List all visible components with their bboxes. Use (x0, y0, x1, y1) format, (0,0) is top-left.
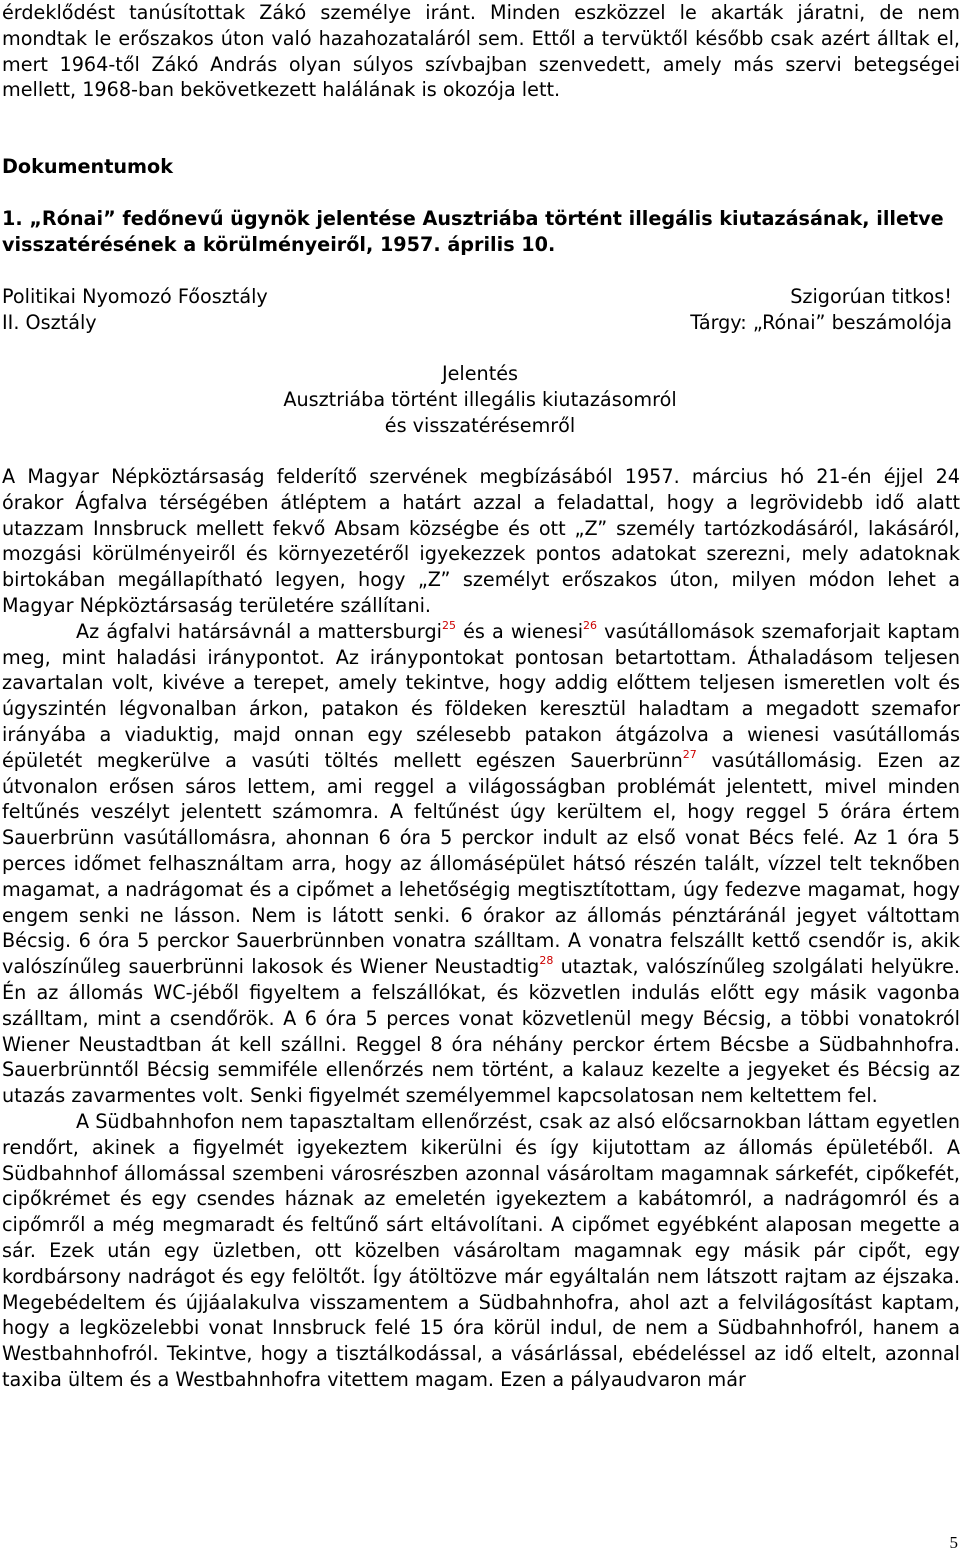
report-heading (0, 361, 960, 438)
footnote-ref-26[interactable]: 26 (583, 618, 598, 632)
header-row-1 (2, 284, 952, 310)
page-number: 5 (949, 1533, 958, 1552)
division-name: II. Osztály (2, 311, 97, 334)
report-heading-line-2: Ausztriába történt illegális kiutazásomról (283, 387, 677, 411)
intro-text (2, 0, 960, 103)
section-title: Dokumentumok (2, 155, 173, 178)
body-paragraph-1: A Magyar Népköztársaság felderítő szervének megbízásából 1957. március hó 21-én éjjel 24 órakor Ágfalva térségében átléptem a határt azzal a feladattal, hogy a legrövidebb idő alatt utazzam Innsbruck mellett fekvő Absam községbe és ott „Z” személy tartózkodásáról, lakásáról, mozgási körülményeiről és környezetéről igyekezzek pontos adatokat szerezni, mely adatoknak birtokában megállapítható legyen, hogy „Z” személyt erőszakos úton, milyen módon lehet a Magyar Népköztársaság területére szállítani. (2, 465, 960, 617)
text-run: utaztak, valószínűleg szolgálati helyükre. Én az állomás WC-jéből figyeltem a felszállókat, és közvetlen indulás előtt egy másik vagonba szálltam, mint a csendőrök. A 6 óra 5 perces vonat közvetlenül megy Bécsig, a többi vonatokról Wiener Neustadtban át kell szállni. Reggel 8 óra néhány perckor értem Bécsbe a Südbahnhofra. Sauerbrünntől Bécsig semmiféle ellenőrzés nem történt, a kalauz kezelte a jegyeket és Bécsig az utazás zavarmentes volt. Senki figyelmét személyemmel kapcsolatosan nem keltettem fel. (2, 955, 960, 1108)
classification-label: Szigorúan titkos! (790, 285, 952, 308)
subject-label: Tárgy: „Rónai” beszámolója (690, 311, 952, 334)
body-paragraph-3: A Südbahnhofon nem tapasztaltam ellenőrzést, csak az alsó előcsarnokban láttam egyetlen rendőrt, akinek a figyelmét igyekeztem kikerülni és így kijutottam az állomás épületéből. A Südbahnhof állomással szembeni városrészben azonnal vásároltam magamnak sárkefét, cipőkefét, cipőkrémet és egy csendes háznak az emeletén igyekeztem a kabátomról, a nadrágomról és a cipőmről a még megmaradt és feltűnő sárt eltávolítani. A cipőmet egyébként alaposan megette a sár. Ezek után egy üzletben, ott közelben vásároltam magamnak egy másik pár cipőt, egy kordbársony nadrágot és egy felöltőt. Így átöltözve már egyáltalán nem látszott rajtam az éjszaka. Megebédeltem és újjáalakulva visszamentem a Südbahnhofra, ahol azt a felvilágosítást kaptam, hogy a legközelebbi vonat Innsbruck felé 15 óra körül indul, de nem a Südbahnhofról, hanem a Westbahnhofról. Tekintve, hogy a tisztálkodással, a vásárlással, ebédeléssel az idő eltelt, azonnal taxiba ültem és a Westbahnhofra vitettem magam. Ezen a pályaudvaron már (2, 1109, 960, 1391)
report-heading-line-1: Jelentés (441, 362, 519, 385)
footnote-ref-28[interactable]: 28 (539, 954, 554, 968)
body-paragraph-2 (2, 619, 960, 1109)
footnote-ref-25[interactable]: 25 (441, 618, 456, 632)
text-run: vasútállomások szemaforjait kaptam meg, mint haladási iránypontot. Az iránypontokat pontosan betartottam. Áthaladásom teljesen zavartalan volt, kivéve a terepet, amely tekintve, hogy addig előttem teljesen ismeretlen volt és úgyszintén légvonalban árkon, patakon és földeken keresztül haladtam a megadott szemafor irányába a viaduktig, majd onnan egy szélesebb patakon átgázolva a wienesi vasútállomás épületét megkerülve a vasúti töltés mellett egészen Sauerbrünn (2, 619, 960, 772)
department-name: Politikai Nyomozó Főosztály (2, 285, 268, 308)
text-run: és a wienesi (455, 619, 584, 643)
footnote-ref-27[interactable]: 27 (682, 747, 697, 761)
text-run: Az ágfalvi határsávnál a mattersburgi (76, 619, 442, 643)
document-title: 1. „Rónai” fedőnevű ügynök jelentése Ausztriába történt illegális kiutazásának, illetve visszatérésének a körülményeiről, 1957. április 10. (2, 207, 944, 256)
report-heading-line-3: és visszatérésemről (384, 413, 576, 437)
text-run: vasútállomásig. Ezen az útvonalon erősen sáros lettem, ami reggel a világosságban problémát jelentett, mivel minden feltűnés veszélyt jelentett számomra. A feltűnést úgy kerültem el, hogy reggel 5 órára értem Sauerbrünn vasútállomásra, ahonnan 6 óra 5 perckor indult az első vonat Bécs felé. Az 1 óra 5 perces időmet felhasználtam arra, hogy az állomásépület hátsó részén talált, vízzel telt teknőben magamat, a nadrágomat és a cipőmet a lehetőségig megtisztítottam, úgy fedezve magamat, hogy engem senki ne lásson. Nem is látott senki. 6 órakor az állomás pénztáránál jegyet váltottam Bécsig. 6 óra 5 perckor Sauerbrünnben vonatra szálltam. A vonatra felszállt kettő csendőr is, akik valószínűleg sauerbrünni lakosok és Wiener Neustadtig (2, 748, 960, 979)
header-row-2 (2, 310, 952, 336)
intro-paragraph: érdeklődést tanúsítottak Zákó személye iránt. Minden eszközzel le akarták járatni, de nem mondtak le erőszakos úton való hazahozataláról sem. Ettől a tervüktől később csak azért álltak el, mert 1964-től Zákó András olyan súlyos szívbajban szenvedett, amely más szervi betegségei mellett, 1968-ban bekövetkezett halálának is okozója lett. (2, 1, 960, 102)
report-body (2, 464, 960, 1393)
